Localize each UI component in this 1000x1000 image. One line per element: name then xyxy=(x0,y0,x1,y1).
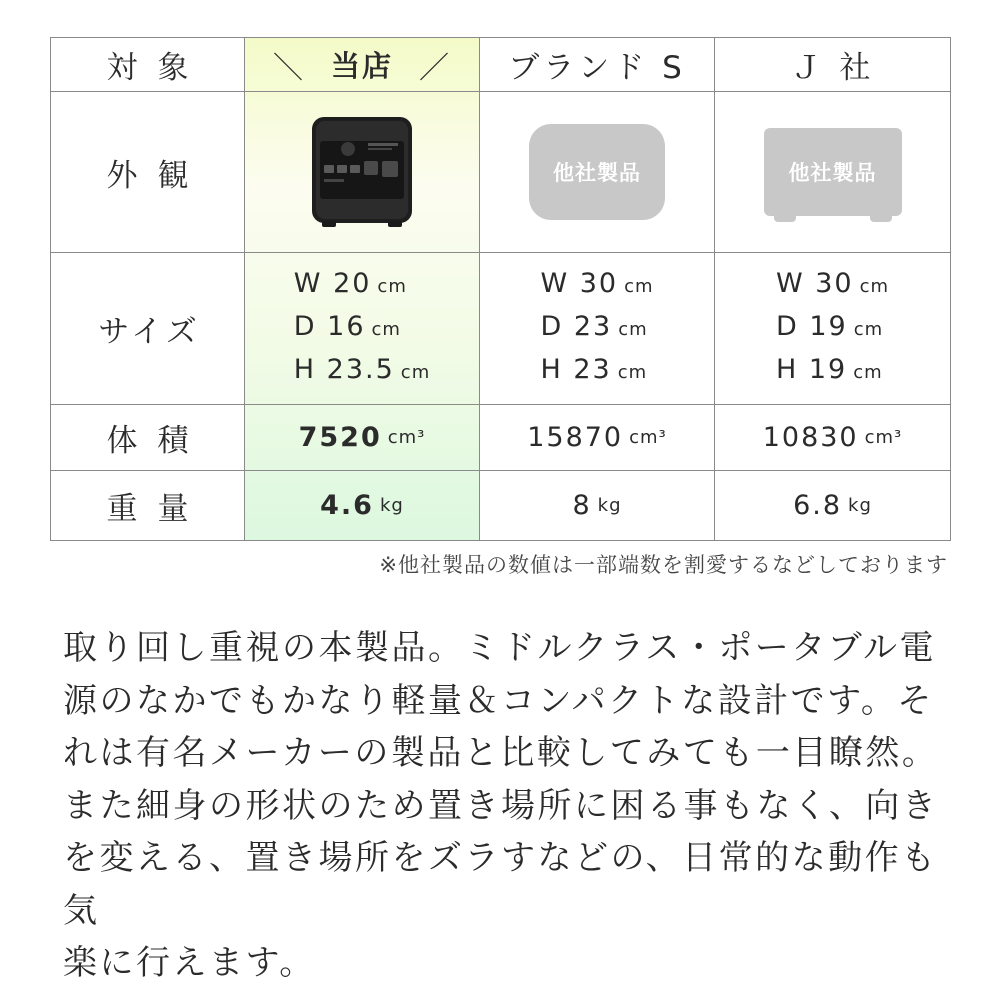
weight-value: 4.6 xyxy=(320,490,374,521)
volume-unit: cm³ xyxy=(387,427,426,448)
weight-value: 6.8 xyxy=(793,490,843,521)
volume-value: 7520 xyxy=(298,422,382,453)
placeholder-label: 他社製品 xyxy=(553,161,641,185)
appearance-ours xyxy=(245,92,480,253)
weight-unit: kg xyxy=(379,495,404,516)
volume-unit: cm³ xyxy=(864,427,903,448)
weight-unit: kg xyxy=(597,495,622,516)
header-ours-label: 当店 xyxy=(330,49,393,83)
volume-value: 15870 xyxy=(527,422,624,453)
appearance-j-company xyxy=(715,92,951,253)
description-paragraph: 取り回し重視の本製品。ミドルクラス・ポータブル電 源のなかでもかなり軽量＆コンパクトな設計です。そ れは有名メーカーの製品と比較してみても一目瞭然。 また細身の形状のため置き場所に困る事もなく、向き を変える、置き場所をズラすなどの、日常的な動作も気 楽に行えます。 xyxy=(63,628,939,983)
row-label-weight: 重量 xyxy=(51,471,245,541)
dim-line: W 30 cm xyxy=(540,268,654,299)
weight-j-company xyxy=(715,471,951,541)
dim-line: H 23.5 cm xyxy=(293,354,431,385)
size-brand-s xyxy=(480,253,715,405)
size-j-company xyxy=(715,253,951,405)
placeholder-image xyxy=(764,128,902,216)
row-label-size: サイズ xyxy=(51,253,245,405)
header-j-company: Ｊ 社 xyxy=(715,38,951,92)
row-label-volume: 体積 xyxy=(51,405,245,471)
volume-unit: cm³ xyxy=(629,427,667,448)
placeholder-image xyxy=(529,124,665,220)
volume-value: 10830 xyxy=(762,422,859,453)
dim-line: H 23 cm xyxy=(540,354,648,385)
comparison-table xyxy=(50,37,951,541)
volume-ours xyxy=(245,405,480,471)
power-station-image xyxy=(310,115,414,229)
dim-line: H 19 cm xyxy=(775,354,883,385)
weight-unit: kg xyxy=(848,495,872,516)
header-target: 対象 xyxy=(51,38,245,92)
row-label-appearance: 外観 xyxy=(51,92,245,253)
weight-value: 8 xyxy=(572,490,592,521)
weight-ours xyxy=(245,471,480,541)
dim-line: D 16 cm xyxy=(293,311,401,342)
placeholder-label: 他社製品 xyxy=(788,161,877,185)
placeholder-feet xyxy=(774,214,892,222)
appearance-brand-s xyxy=(480,92,715,253)
weight-brand-s xyxy=(480,471,715,541)
header-brand-s: ブランド S xyxy=(480,38,715,92)
dim-line: W 20 cm xyxy=(293,268,407,299)
footnote: ※他社製品の数値は一部端数を割愛するなどしております xyxy=(379,553,948,577)
volume-brand-s xyxy=(480,405,715,471)
volume-j-company xyxy=(715,405,951,471)
slash-right: ／ xyxy=(419,50,451,86)
slash-left: ＼ xyxy=(272,50,305,86)
header-ours xyxy=(245,38,480,92)
size-ours xyxy=(245,253,480,405)
dim-line: D 19 cm xyxy=(775,311,884,342)
dim-line: W 30 cm xyxy=(775,268,890,299)
dim-line: D 23 cm xyxy=(540,311,648,342)
